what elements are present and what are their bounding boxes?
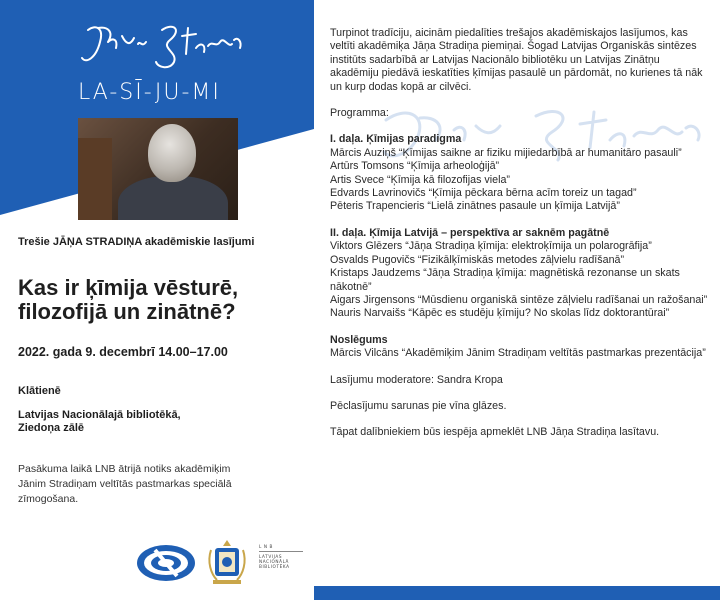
event-datetime: 2022. gada 9. decembrī 14.00–17.00 [18,345,228,359]
part2-item: Osvalds Pugovičs “Fizikālķīmiskās metodes zāļvielu radīšanā” [330,253,625,266]
part1-item: Artis Svece “Ķīmija kā filozofijas viela” [330,173,510,186]
coat-of-arms-icon [207,538,247,586]
event-subtitle: Trešie JĀŅA STRADIŅA akadēmiskie lasījumi [18,236,255,248]
venue-line-1: Latvijas Nacionālajā bibliotēkā, [18,409,181,421]
part1-item: Pēteris Trapencieris “Lielā zinātnes pasaule un ķīmija Latvijā” [330,200,620,213]
oss-logo-icon [135,542,197,584]
part2-title: II. daļa. Ķīmija Latvijā – perspektīva ar saknēm pagātnē [330,226,610,239]
library-visit-line: Tāpat dalībniekiem būs iespēja apmeklēt LNB Jāņa Stradiņa lasītavu. [330,426,660,439]
signature-logo [78,18,248,78]
moderator-line: Lasījumu moderatore: Sandra Kropa [330,373,503,386]
blue-footer-bar [314,586,720,600]
part2-item: Nauris Narvaišs “Kāpēc es studēju ķīmiju? No skolas līdz doktorantūrai” [330,307,670,320]
lnb-logo-line-1: L N B [259,544,274,549]
lnb-logo-line-2: LATVIJAS [259,554,283,559]
program-text [330,27,710,453]
intro-paragraph: Turpinot tradīciju, aicinām piedalīties trešajos akadēmiskajos lasījumos, kas veltīti akadēmiķa Jāņa Stradiņa piemiņai. Šogad Latvijas Organiskās sintēzes institūts sadarbībā ar Latvijas Nacionālo bibliotēku un Latvijas Zinātņu akadēmiju piedāvā ieskatīties ķīmijas pasaulē un pārdomāt, no kurienes tā nāk un kurp dodas kopā ar cilvēci. [330,27,703,93]
part1-item: Edvards Lavrinovičs “Ķīmija pēckara bērna acīm toreiz un tagad” [330,187,637,200]
right-panel [314,0,720,600]
stamp-note: Pasākuma laikā LNB ātrijā notiks akadēmiķim Jānim Stradiņam veltītās pastmarkas speciālā zīmogošana. [18,463,232,505]
part1-item: Mārcis Auziņš “Ķīmijas saikne ar fiziku mijiedarbībā ar humanitāro pasauli” [330,146,682,159]
part2-item: Aigars Jirgensons “Mūsdienu organiskā sintēze zāļvielu radīšanai un ražošanai” [330,293,708,306]
headline-line-1: Kas ir ķīmija vēsturē, [18,275,239,300]
venue-line-2: Ziedoņa zālē [18,422,85,434]
event-venue [18,409,238,435]
program-label: Programma: [330,107,389,120]
closing-item: Mārcis Vilcāns “Akadēmiķim Jānim Stradiņam veltītās pastmarkas prezentācija” [330,347,706,360]
left-panel [0,0,314,600]
lnb-logo-icon [259,544,303,584]
part1-item: Artūrs Tomsons “Ķīmija arheoloģijā” [330,160,500,173]
headline-line-2: filozofijā un zinātnē? [18,299,236,324]
partner-logos [135,538,305,586]
event-format: Klātienē [18,385,61,397]
after-talk-line: Pēclasījumu sarunas pie vīna glāzes. [330,399,507,412]
part1-title: I. daļa. Ķīmijas paradigma [330,133,462,146]
lnb-logo-line-4: BIBLIOTĒKA [259,564,290,569]
event-headline [18,276,308,324]
portrait-photo [78,118,238,220]
lnb-logo-line-3: NACIONĀLĀ [259,559,289,564]
head-shape [148,124,196,182]
series-title: LA-SĪ-JU-MI [78,80,221,105]
closing-title: Noslēgums [330,333,388,346]
part2-item: Kristaps Jaudzems “Jāņa Stradiņa ķīmija: magnētiskā rezonanse un skats nākotnē” [330,267,680,293]
chair-shape [78,138,112,220]
part2-item: Viktors Glēzers “Jāņa Stradiņa ķīmija: elektroķīmija un polarogrāfija” [330,240,652,253]
shoulders-shape [118,176,228,220]
